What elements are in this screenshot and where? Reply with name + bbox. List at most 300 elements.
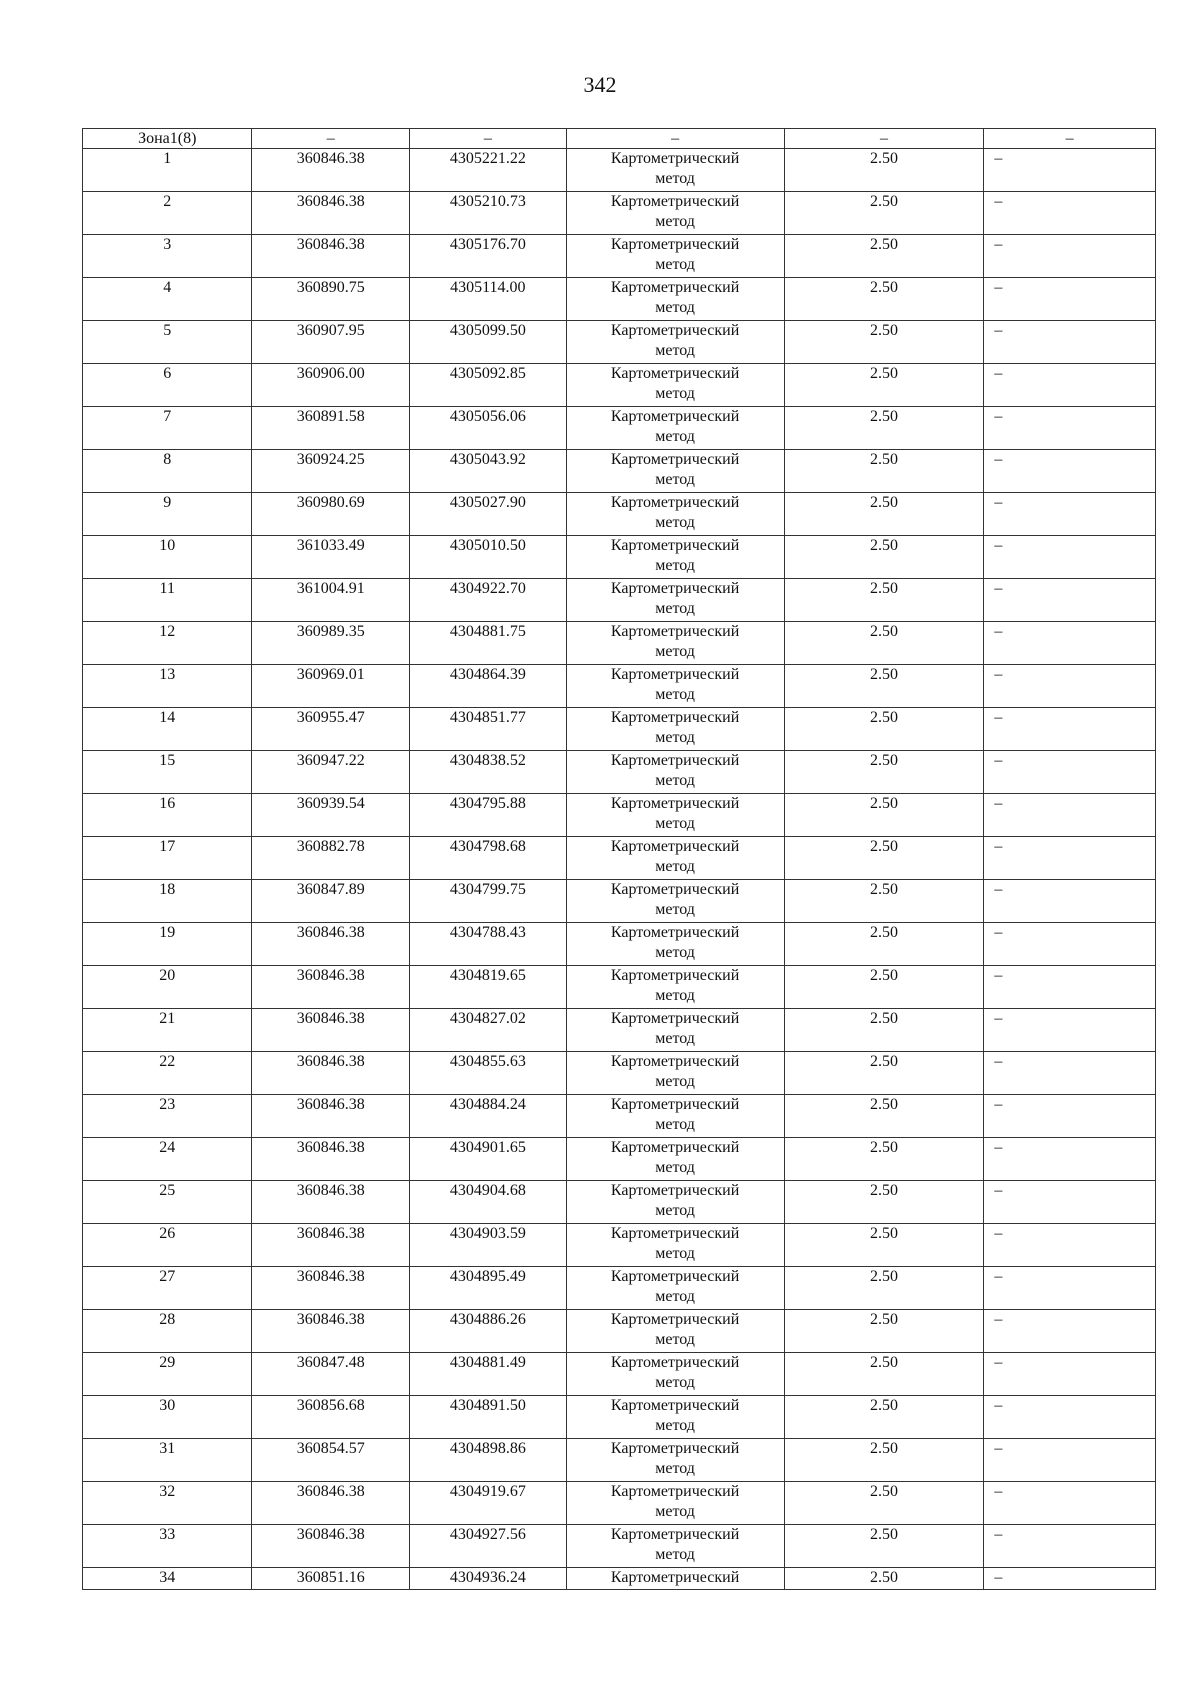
note-cell: – xyxy=(984,794,1156,837)
method-cell xyxy=(566,622,784,665)
x-coordinate-cell: 360980.69 xyxy=(252,493,410,536)
note-cell: – xyxy=(984,1439,1156,1482)
point-number-cell: 26 xyxy=(83,1224,252,1267)
point-number-cell: 18 xyxy=(83,880,252,923)
point-number-cell: 29 xyxy=(83,1353,252,1396)
point-number-cell: 20 xyxy=(83,966,252,1009)
x-coordinate-cell: 360846.38 xyxy=(252,1267,410,1310)
table-row xyxy=(83,665,1156,708)
table-row xyxy=(83,1353,1156,1396)
accuracy-cell: 2.50 xyxy=(784,837,984,880)
method-line1: Картометрический xyxy=(610,1182,740,1199)
method-line1: Картометрический xyxy=(610,1569,740,1586)
accuracy-cell: 2.50 xyxy=(784,536,984,579)
note-cell: – xyxy=(984,278,1156,321)
method-line2: метод xyxy=(655,170,695,187)
y-coordinate-cell: 4304795.88 xyxy=(410,794,567,837)
method-cell xyxy=(566,192,784,235)
note-cell: – xyxy=(984,1009,1156,1052)
method-line1: Картометрический xyxy=(610,580,740,597)
x-coordinate-cell: 360854.57 xyxy=(252,1439,410,1482)
accuracy-cell: 2.50 xyxy=(784,665,984,708)
note-cell: – xyxy=(984,923,1156,966)
table-row xyxy=(83,1439,1156,1482)
point-number-cell: 25 xyxy=(83,1181,252,1224)
method-line2: метод xyxy=(655,600,695,617)
method-line1: Картометрический xyxy=(610,150,740,167)
accuracy-cell: 2.50 xyxy=(784,923,984,966)
x-coordinate-cell: 360955.47 xyxy=(252,708,410,751)
point-number-cell: 31 xyxy=(83,1439,252,1482)
zone-cell: – xyxy=(566,129,784,149)
accuracy-cell: 2.50 xyxy=(784,1310,984,1353)
method-cell xyxy=(566,966,784,1009)
method-line2: метод xyxy=(655,1159,695,1176)
y-coordinate-cell: 4304884.24 xyxy=(410,1095,567,1138)
y-coordinate-cell: 4304919.67 xyxy=(410,1482,567,1525)
x-coordinate-cell: 360846.38 xyxy=(252,235,410,278)
method-cell xyxy=(566,1224,784,1267)
method-line1: Картометрический xyxy=(610,795,740,812)
note-cell: – xyxy=(984,880,1156,923)
note-cell: – xyxy=(984,751,1156,794)
method-cell xyxy=(566,149,784,192)
method-line1: Картометрический xyxy=(610,666,740,683)
x-coordinate-cell: 360846.38 xyxy=(252,1310,410,1353)
coordinates-table xyxy=(82,128,1156,1590)
accuracy-cell: 2.50 xyxy=(784,1439,984,1482)
table-row xyxy=(83,923,1156,966)
y-coordinate-cell: 4305221.22 xyxy=(410,149,567,192)
note-cell: – xyxy=(984,1095,1156,1138)
method-line1: Картометрический xyxy=(610,279,740,296)
method-line2: метод xyxy=(655,858,695,875)
y-coordinate-cell: 4304838.52 xyxy=(410,751,567,794)
method-line2: метод xyxy=(655,1374,695,1391)
method-line1: Картометрический xyxy=(610,1268,740,1285)
table-row xyxy=(83,450,1156,493)
zone-cell: – xyxy=(784,129,984,149)
zone-cell: – xyxy=(252,129,410,149)
accuracy-cell: 2.50 xyxy=(784,1009,984,1052)
method-line1: Картометрический xyxy=(610,322,740,339)
method-line2: метод xyxy=(655,1030,695,1047)
table-row xyxy=(83,708,1156,751)
accuracy-cell: 2.50 xyxy=(784,1181,984,1224)
method-cell xyxy=(566,407,784,450)
table-row xyxy=(83,1095,1156,1138)
point-number-cell: 12 xyxy=(83,622,252,665)
method-line2: метод xyxy=(655,1503,695,1520)
table-row xyxy=(83,321,1156,364)
table-row xyxy=(83,966,1156,1009)
table-row xyxy=(83,493,1156,536)
note-cell: – xyxy=(984,493,1156,536)
note-cell: – xyxy=(984,321,1156,364)
x-coordinate-cell: 360939.54 xyxy=(252,794,410,837)
accuracy-cell: 2.50 xyxy=(784,579,984,622)
table-row xyxy=(83,235,1156,278)
note-cell: – xyxy=(984,1353,1156,1396)
table-row xyxy=(83,1181,1156,1224)
method-line2: метод xyxy=(655,901,695,918)
y-coordinate-cell: 4305114.00 xyxy=(410,278,567,321)
method-line2: метод xyxy=(655,1417,695,1434)
x-coordinate-cell: 360846.38 xyxy=(252,1181,410,1224)
y-coordinate-cell: 4304864.39 xyxy=(410,665,567,708)
method-line2: метод xyxy=(655,1288,695,1305)
y-coordinate-cell: 4305043.92 xyxy=(410,450,567,493)
zone-label: Зона1(8) xyxy=(83,129,252,149)
x-coordinate-cell: 360906.00 xyxy=(252,364,410,407)
table-row xyxy=(83,1138,1156,1181)
y-coordinate-cell: 4304819.65 xyxy=(410,966,567,1009)
y-coordinate-cell: 4304927.56 xyxy=(410,1525,567,1568)
accuracy-cell: 2.50 xyxy=(784,450,984,493)
method-cell xyxy=(566,708,784,751)
method-line2: метод xyxy=(655,1546,695,1563)
accuracy-cell: 2.50 xyxy=(784,794,984,837)
point-number-cell: 9 xyxy=(83,493,252,536)
method-cell xyxy=(566,1439,784,1482)
x-coordinate-cell: 360846.38 xyxy=(252,966,410,1009)
point-number-cell: 6 xyxy=(83,364,252,407)
method-line2: метод xyxy=(655,256,695,273)
point-number-cell: 34 xyxy=(83,1568,252,1590)
table-row xyxy=(83,1224,1156,1267)
accuracy-cell: 2.50 xyxy=(784,1138,984,1181)
method-line1: Картометрический xyxy=(610,193,740,210)
method-line1: Картометрический xyxy=(610,752,740,769)
point-number-cell: 1 xyxy=(83,149,252,192)
accuracy-cell: 2.50 xyxy=(784,1353,984,1396)
y-coordinate-cell: 4305027.90 xyxy=(410,493,567,536)
method-cell xyxy=(566,1310,784,1353)
note-cell: – xyxy=(984,235,1156,278)
y-coordinate-cell: 4305210.73 xyxy=(410,192,567,235)
method-line2: метод xyxy=(655,772,695,789)
method-line1: Картометрический xyxy=(610,838,740,855)
table-row xyxy=(83,149,1156,192)
method-line1: Картометрический xyxy=(610,1483,740,1500)
x-coordinate-cell: 360846.38 xyxy=(252,1482,410,1525)
table-row xyxy=(83,1009,1156,1052)
method-line2: метод xyxy=(655,1073,695,1090)
x-coordinate-cell: 360847.48 xyxy=(252,1353,410,1396)
y-coordinate-cell: 4304851.77 xyxy=(410,708,567,751)
method-cell xyxy=(566,1181,784,1224)
point-number-cell: 11 xyxy=(83,579,252,622)
method-cell xyxy=(566,1267,784,1310)
method-line1: Картометрический xyxy=(610,1053,740,1070)
note-cell: – xyxy=(984,579,1156,622)
y-coordinate-cell: 4304903.59 xyxy=(410,1224,567,1267)
method-line2: метод xyxy=(655,729,695,746)
table-row xyxy=(83,364,1156,407)
note-cell: – xyxy=(984,1310,1156,1353)
method-cell xyxy=(566,1568,784,1590)
note-cell: – xyxy=(984,622,1156,665)
method-line1: Картометрический xyxy=(610,623,740,640)
x-coordinate-cell: 360882.78 xyxy=(252,837,410,880)
page-number: 342 xyxy=(583,72,617,97)
method-line1: Картометрический xyxy=(610,1526,740,1543)
point-number-cell: 19 xyxy=(83,923,252,966)
x-coordinate-cell: 360846.38 xyxy=(252,1009,410,1052)
method-cell xyxy=(566,880,784,923)
method-line1: Картометрический xyxy=(610,881,740,898)
method-line1: Картометрический xyxy=(610,1311,740,1328)
method-line2: метод xyxy=(655,815,695,832)
y-coordinate-cell: 4304827.02 xyxy=(410,1009,567,1052)
accuracy-cell: 2.50 xyxy=(784,235,984,278)
accuracy-cell: 2.50 xyxy=(784,1568,984,1590)
y-coordinate-cell: 4304788.43 xyxy=(410,923,567,966)
point-number-cell: 30 xyxy=(83,1396,252,1439)
point-number-cell: 16 xyxy=(83,794,252,837)
method-cell xyxy=(566,1525,784,1568)
point-number-cell: 27 xyxy=(83,1267,252,1310)
point-number-cell: 14 xyxy=(83,708,252,751)
accuracy-cell: 2.50 xyxy=(784,1267,984,1310)
point-number-cell: 24 xyxy=(83,1138,252,1181)
note-cell: – xyxy=(984,708,1156,751)
y-coordinate-cell: 4305010.50 xyxy=(410,536,567,579)
point-number-cell: 3 xyxy=(83,235,252,278)
y-coordinate-cell: 4304901.65 xyxy=(410,1138,567,1181)
accuracy-cell: 2.50 xyxy=(784,880,984,923)
point-number-cell: 5 xyxy=(83,321,252,364)
method-line1: Картометрический xyxy=(610,1225,740,1242)
accuracy-cell: 2.50 xyxy=(784,1052,984,1095)
method-cell xyxy=(566,450,784,493)
method-line2: метод xyxy=(655,1245,695,1262)
table-row xyxy=(83,579,1156,622)
y-coordinate-cell: 4304936.24 xyxy=(410,1568,567,1590)
method-line2: метод xyxy=(655,643,695,660)
method-line1: Картометрический xyxy=(610,537,740,554)
note-cell: – xyxy=(984,837,1156,880)
x-coordinate-cell: 360989.35 xyxy=(252,622,410,665)
zone-cell: – xyxy=(984,129,1156,149)
method-line2: метод xyxy=(655,471,695,488)
accuracy-cell: 2.50 xyxy=(784,278,984,321)
method-cell xyxy=(566,1396,784,1439)
x-coordinate-cell: 360890.75 xyxy=(252,278,410,321)
accuracy-cell: 2.50 xyxy=(784,1095,984,1138)
note-cell: – xyxy=(984,1224,1156,1267)
method-line2: метод xyxy=(655,1116,695,1133)
note-cell: – xyxy=(984,665,1156,708)
method-line1: Картометрический xyxy=(610,1440,740,1457)
table-row xyxy=(83,1525,1156,1568)
point-number-cell: 23 xyxy=(83,1095,252,1138)
y-coordinate-cell: 4304895.49 xyxy=(410,1267,567,1310)
note-cell: – xyxy=(984,450,1156,493)
method-line1: Картометрический xyxy=(610,236,740,253)
table-row xyxy=(83,794,1156,837)
method-line2: метод xyxy=(655,1202,695,1219)
point-number-cell: 17 xyxy=(83,837,252,880)
method-cell xyxy=(566,321,784,364)
method-cell xyxy=(566,1095,784,1138)
note-cell: – xyxy=(984,192,1156,235)
note-cell: – xyxy=(984,1568,1156,1590)
note-cell: – xyxy=(984,1138,1156,1181)
method-line2: метод xyxy=(655,557,695,574)
method-line1: Картометрический xyxy=(610,1354,740,1371)
method-line2: метод xyxy=(655,987,695,1004)
table-row xyxy=(83,1396,1156,1439)
y-coordinate-cell: 4305099.50 xyxy=(410,321,567,364)
x-coordinate-cell: 360851.16 xyxy=(252,1568,410,1590)
y-coordinate-cell: 4305056.06 xyxy=(410,407,567,450)
method-line1: Картометрический xyxy=(610,924,740,941)
accuracy-cell: 2.50 xyxy=(784,1396,984,1439)
accuracy-cell: 2.50 xyxy=(784,708,984,751)
x-coordinate-cell: 360924.25 xyxy=(252,450,410,493)
method-line1: Картометрический xyxy=(610,451,740,468)
method-cell xyxy=(566,1052,784,1095)
table-row xyxy=(83,1267,1156,1310)
method-line1: Картометрический xyxy=(610,967,740,984)
point-number-cell: 21 xyxy=(83,1009,252,1052)
x-coordinate-cell: 360907.95 xyxy=(252,321,410,364)
method-cell xyxy=(566,665,784,708)
note-cell: – xyxy=(984,407,1156,450)
method-line1: Картометрический xyxy=(610,408,740,425)
point-number-cell: 10 xyxy=(83,536,252,579)
x-coordinate-cell: 360846.38 xyxy=(252,149,410,192)
note-cell: – xyxy=(984,1181,1156,1224)
x-coordinate-cell: 360846.38 xyxy=(252,1525,410,1568)
table-row xyxy=(83,1052,1156,1095)
accuracy-cell: 2.50 xyxy=(784,364,984,407)
method-line2: метод xyxy=(655,428,695,445)
method-line2: метод xyxy=(655,944,695,961)
accuracy-cell: 2.50 xyxy=(784,966,984,1009)
note-cell: – xyxy=(984,1525,1156,1568)
note-cell: – xyxy=(984,1052,1156,1095)
table-row xyxy=(83,751,1156,794)
note-cell: – xyxy=(984,536,1156,579)
x-coordinate-cell: 360846.38 xyxy=(252,1138,410,1181)
method-cell xyxy=(566,235,784,278)
x-coordinate-cell: 360846.38 xyxy=(252,923,410,966)
method-cell xyxy=(566,536,784,579)
method-line2: метод xyxy=(655,1460,695,1477)
method-line2: метод xyxy=(655,385,695,402)
method-line1: Картометрический xyxy=(610,1010,740,1027)
note-cell: – xyxy=(984,149,1156,192)
method-cell xyxy=(566,1138,784,1181)
method-line1: Картометрический xyxy=(610,1397,740,1414)
table-row xyxy=(83,880,1156,923)
table-row xyxy=(83,1482,1156,1525)
y-coordinate-cell: 4304855.63 xyxy=(410,1052,567,1095)
method-cell xyxy=(566,751,784,794)
y-coordinate-cell: 4304886.26 xyxy=(410,1310,567,1353)
method-line2: метод xyxy=(655,342,695,359)
zone-cell: – xyxy=(410,129,567,149)
y-coordinate-cell: 4304799.75 xyxy=(410,880,567,923)
method-line2: метод xyxy=(655,514,695,531)
point-number-cell: 28 xyxy=(83,1310,252,1353)
method-cell xyxy=(566,579,784,622)
y-coordinate-cell: 4304881.75 xyxy=(410,622,567,665)
table-row xyxy=(83,536,1156,579)
table-row xyxy=(83,622,1156,665)
method-cell xyxy=(566,1009,784,1052)
accuracy-cell: 2.50 xyxy=(784,493,984,536)
accuracy-cell: 2.50 xyxy=(784,1224,984,1267)
method-cell xyxy=(566,493,784,536)
x-coordinate-cell: 361004.91 xyxy=(252,579,410,622)
table-row xyxy=(83,278,1156,321)
point-number-cell: 32 xyxy=(83,1482,252,1525)
y-coordinate-cell: 4304891.50 xyxy=(410,1396,567,1439)
accuracy-cell: 2.50 xyxy=(784,1525,984,1568)
note-cell: – xyxy=(984,966,1156,1009)
method-line2: метод xyxy=(655,299,695,316)
accuracy-cell: 2.50 xyxy=(784,321,984,364)
method-cell xyxy=(566,1482,784,1525)
method-cell xyxy=(566,278,784,321)
x-coordinate-cell: 360969.01 xyxy=(252,665,410,708)
note-cell: – xyxy=(984,1482,1156,1525)
point-number-cell: 22 xyxy=(83,1052,252,1095)
note-cell: – xyxy=(984,1396,1156,1439)
table-row xyxy=(83,1310,1156,1353)
method-line2: метод xyxy=(655,1331,695,1348)
point-number-cell: 4 xyxy=(83,278,252,321)
point-number-cell: 15 xyxy=(83,751,252,794)
method-cell xyxy=(566,1353,784,1396)
point-number-cell: 13 xyxy=(83,665,252,708)
x-coordinate-cell: 360891.58 xyxy=(252,407,410,450)
table-row xyxy=(83,837,1156,880)
y-coordinate-cell: 4304898.86 xyxy=(410,1439,567,1482)
method-cell xyxy=(566,923,784,966)
accuracy-cell: 2.50 xyxy=(784,751,984,794)
x-coordinate-cell: 360846.38 xyxy=(252,1052,410,1095)
accuracy-cell: 2.50 xyxy=(784,622,984,665)
y-coordinate-cell: 4304798.68 xyxy=(410,837,567,880)
table-row xyxy=(83,192,1156,235)
method-line1: Картометрический xyxy=(610,494,740,511)
method-line1: Картометрический xyxy=(610,1139,740,1156)
accuracy-cell: 2.50 xyxy=(784,1482,984,1525)
method-line2: метод xyxy=(655,686,695,703)
method-line1: Картометрический xyxy=(610,365,740,382)
note-cell: – xyxy=(984,1267,1156,1310)
point-number-cell: 7 xyxy=(83,407,252,450)
table-row xyxy=(83,1568,1156,1590)
y-coordinate-cell: 4304881.49 xyxy=(410,1353,567,1396)
point-number-cell: 2 xyxy=(83,192,252,235)
point-number-cell: 33 xyxy=(83,1525,252,1568)
x-coordinate-cell: 360947.22 xyxy=(252,751,410,794)
accuracy-cell: 2.50 xyxy=(784,149,984,192)
y-coordinate-cell: 4305092.85 xyxy=(410,364,567,407)
point-number-cell: 8 xyxy=(83,450,252,493)
y-coordinate-cell: 4304904.68 xyxy=(410,1181,567,1224)
x-coordinate-cell: 360846.38 xyxy=(252,192,410,235)
method-line2: метод xyxy=(655,213,695,230)
x-coordinate-cell: 361033.49 xyxy=(252,536,410,579)
table-row xyxy=(83,407,1156,450)
method-cell xyxy=(566,837,784,880)
